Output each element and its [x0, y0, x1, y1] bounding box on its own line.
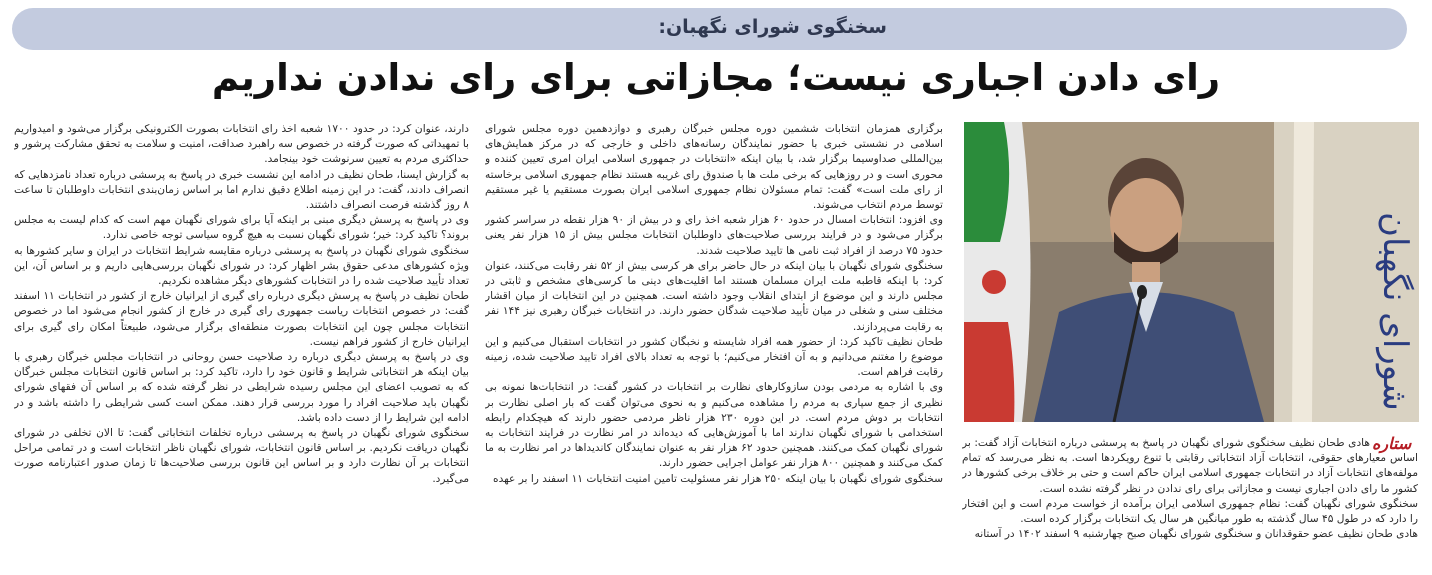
paragraph: سخنگوی شورای نگهبان در پاسخ به پرسشی درباره تخلفات انتخاباتی گفت: تا الان تخلفی در شورای نگهبان دریافت نکردیم. بر اساس قانون انتخابات، شورای نگهبان ناظر انتخابات است و در تمامی مراحل انتخابات بر آن نظارت دارد و بر اساس این قانون بررسی صلاحیت‌ها تا زمان صدور اعتبارنامه صورت می‌گیرد.: [14, 427, 469, 485]
paragraph: به گزارش ایسنا، طحان نظیف در ادامه این نشست خبری در پاسخ به پرسشی درباره تعداد نامزدهایی که انصراف دادند، گفت: در این زمینه اطلاع دقیق ندارم اما بر اساس زمان‌بندی انتخابات داوطلبان تا ساعت ۸ روز گذشته فرصت انصراف داشتند.: [14, 168, 469, 212]
article-column-right: [962, 436, 1418, 572]
logo-text: شورای نگهبان: [1375, 212, 1415, 411]
paragraph: وی افزود: انتخابات امسال در حدود ۶۰ هزار شعبه اخذ رای و در بیش از ۹۰ هزار نقطه در سراسر کشور برگزار می‌شود و در فرایند بررسی صلاحیت‌های داوطلبان انتخابات مجلس بیش از ۱۵ هزار نفر یعنی حدود ۷۵ درصد از افراد ثبت نامی ها تایید صلاحیت شدند.: [485, 214, 943, 257]
kicker-text: سخنگوی شورای نگهبان:: [658, 16, 887, 38]
signature-mark: ستاره: [1372, 434, 1412, 453]
photo-illustration: [964, 122, 1419, 422]
article-column-middle: [485, 122, 943, 570]
paragraph: برگزاری همزمان انتخابات ششمین دوره مجلس خبرگان رهبری و دوازدهمین دوره مجلس شورای اسلامی در نشستی خبری با حضور نمایندگان رسانه‌های داخلی و خارجی که در مرکز همایش‌های بین‌المللی صداوسیما برگزار شد، با بیان اینکه «انتخابات در جمهوری اسلامی ایران امری تعیین کننده و محوری است و در روزهایی که برخی ملت ها با صندوق رای غریبه هستند نظام جمهوری اسلامی برخاسته از رای ملت است» گفت: تمام مسئولان نظام جمهوری اسلامی ایران بصورت مستقیم یا غیر مستقیم توسط مردم انتخاب می‌شوند.: [485, 123, 943, 212]
paragraph: دارند، عنوان کرد: در حدود ۱۷۰۰ شعبه اخذ رای انتخابات بصورت الکترونیکی برگزار می‌شود و امیدواریم با تمهیداتی که صورت گرفته در خصوص سه راهبرد صداقت، امنیت و سلامت به تحقق مشارکت پرشور و حداکثری مردم به تعیین سرنوشت خود بینجامد.: [14, 123, 469, 166]
paragraph: سخنگوی شورای نگهبان با بیان اینکه ۲۵۰ هزار نفر مسئولیت تامین امنیت انتخابات ۱۱ اسفند را بر عهده: [493, 472, 943, 485]
paragraph: وی در پاسخ به پرسش دیگری مبنی بر اینکه آیا برای شورای نگهبان مهم است که کدام لیست به مجلس بروند؟ تاکید کرد: خیر؛ شورای نگهبان نسبت به هیچ گروه سیاسی توجه خاصی ندارد.: [14, 214, 469, 242]
paragraph: هادی طحان نظیف سخنگوی شورای نگهبان در پاسخ به پرسشی درباره انتخابات آزاد گفت: بر اساس معیارهای حقوقی، انتخابات آزاد انتخاباتی رقابتی با تنوع رویکردها است. به نظر می‌رسد که تمام مولفه‌های انتخابات آزاد در انتخابات جمهوری اسلامی ایران حاکم است و حتی بر خلاف برخی کشورها در کشور ما رای دادن اجباری نیست و مجازاتی برای رای ندادن در نظر گرفته نشده است.: [962, 437, 1418, 495]
paragraph: سخنگوی شورای نگهبان در پاسخ به پرسشی درباره مقایسه شرایط انتخابات در ایران و سایر کشورها به ویژه کشورهای مدعی حقوق بشر اظهار کرد: در شورای نگهبان بررسی‌هایی داریم و بر اساس آن، این تعداد تأیید صلاحیت شده را در انتخابات کشورهای دیگر مشاهده نکردیم.: [14, 244, 469, 288]
paragraph: سخنگوی شورای نگهبان با بیان اینکه در حال حاضر برای هر کرسی بیش از ۵۲ نفر رقابت می‌کنند، عنوان کرد: با اینکه قاطبه ملت ایران مسلمان هستند اما اقلیت‌های دینی ما کرسی‌های مشخص و ثابتی در مجلس دارند و این موضوع از ابتدای انقلاب وجود داشته است. همچنین در این انتخابات از میان اقشار مختلف سنی و شغلی در میان تأیید صلاحیت شدگان حضور دارند. در انتخابات خبرگان رهبری نیز ۱۴۴ نفر به رقابت می‌پردازند.: [485, 259, 943, 333]
paragraph: سخنگوی شورای نگهبان گفت: نظام جمهوری اسلامی ایران برآمده از خواست مردم است و این افتخار را دارد که در طول ۴۵ سال گذشته به طور میانگین هر سال یک انتخابات برگزار کرده است.: [962, 497, 1418, 526]
logo-icon: [1375, 212, 1415, 411]
kicker-banner: [12, 8, 1407, 50]
article-photo: [964, 122, 1419, 422]
paragraph: وی با اشاره به مردمی بودن سازوکارهای نظارت بر انتخابات در کشور گفت: در انتخابات‌ها نمونه بی نظیری از جمع سپاری به مردم را مشاهده می‌کنیم و به نحوی می‌توان گفت که بار اصلی نظارت بر انتخابات بر دوش مردم است. در این دوره ۲۳۰ هزار ناظر مردمی حضور دارند که هیچکدام رابطه استخدامی با شورای نگهبان ندارند اما با آموزش‌هایی که دیده‌اند در امر نظارت در فرایند انتخابات به شورای نگهبان کمک می‌کنند. همچنین حدود ۶۲ هزار نفر به عنوان نمایندگان کاندیداها در امر نظارت به ما کمک می‌کنند و همچنین ۸۰۰ هزار نفر عوامل اجرایی حضور دارند.: [485, 381, 943, 470]
paragraph: وی در پاسخ به پرسش دیگری درباره رد صلاحیت حسن روحانی در انتخابات مجلس خبرگان رهبری با بیان اینکه هر انتخاباتی شرایط و قانون خود را دارد، تاکید کرد: بر اساس قانون انتخابات مجلس خبرگان که به تصویب اعضای این مجلس رسیده شرایطی در نظر گرفته شده که بر اساس آن فقهای شورای نگهبان باید صلاحیت افراد را مورد بررسی قرار دهند. ممکن است کسی شرایطی را داشته باشد و در ادامه این شرایط را از دست داده باشد.: [14, 351, 469, 424]
paragraph: هادی طحان نظیف عضو حقوقدانان و سخنگوی شورای نگهبان صبح چهارشنبه ۹ اسفند ۱۴۰۲ در آستانه: [974, 528, 1418, 541]
article-column-left: [14, 122, 469, 570]
headline: رای دادن اجباری نیست؛ مجازاتی برای رای ندادن نداریم: [211, 56, 1221, 99]
paragraph: طحان نظیف در پاسخ به پرسش دیگری درباره رای گیری از ایرانیان خارج از کشور در انتخابات ۱۱ اسفند گفت: در خصوص انتخابات ریاست جمهوری رای گیری در خارج از کشور انجام می‌شود اما در خصوص انتخابات مجلس چون این انتخابات بصورت منطقه‌ای برگزار می‌شود، طبیعتاً امکان رای گیری برای ایرانیان خارج از کشور فراهم نیست.: [14, 290, 469, 348]
paragraph: طحان نظیف تاکید کرد: از حضور همه افراد شایسته و نخبگان کشور در انتخابات استقبال می‌کنیم و این موضوع را مغتنم می‌دانیم و به آن افتخار می‌کنیم؛ با توجه به تعداد بالای افراد تایید صلاحیت شده، زمینه رقابت فراهم است.: [485, 335, 943, 379]
